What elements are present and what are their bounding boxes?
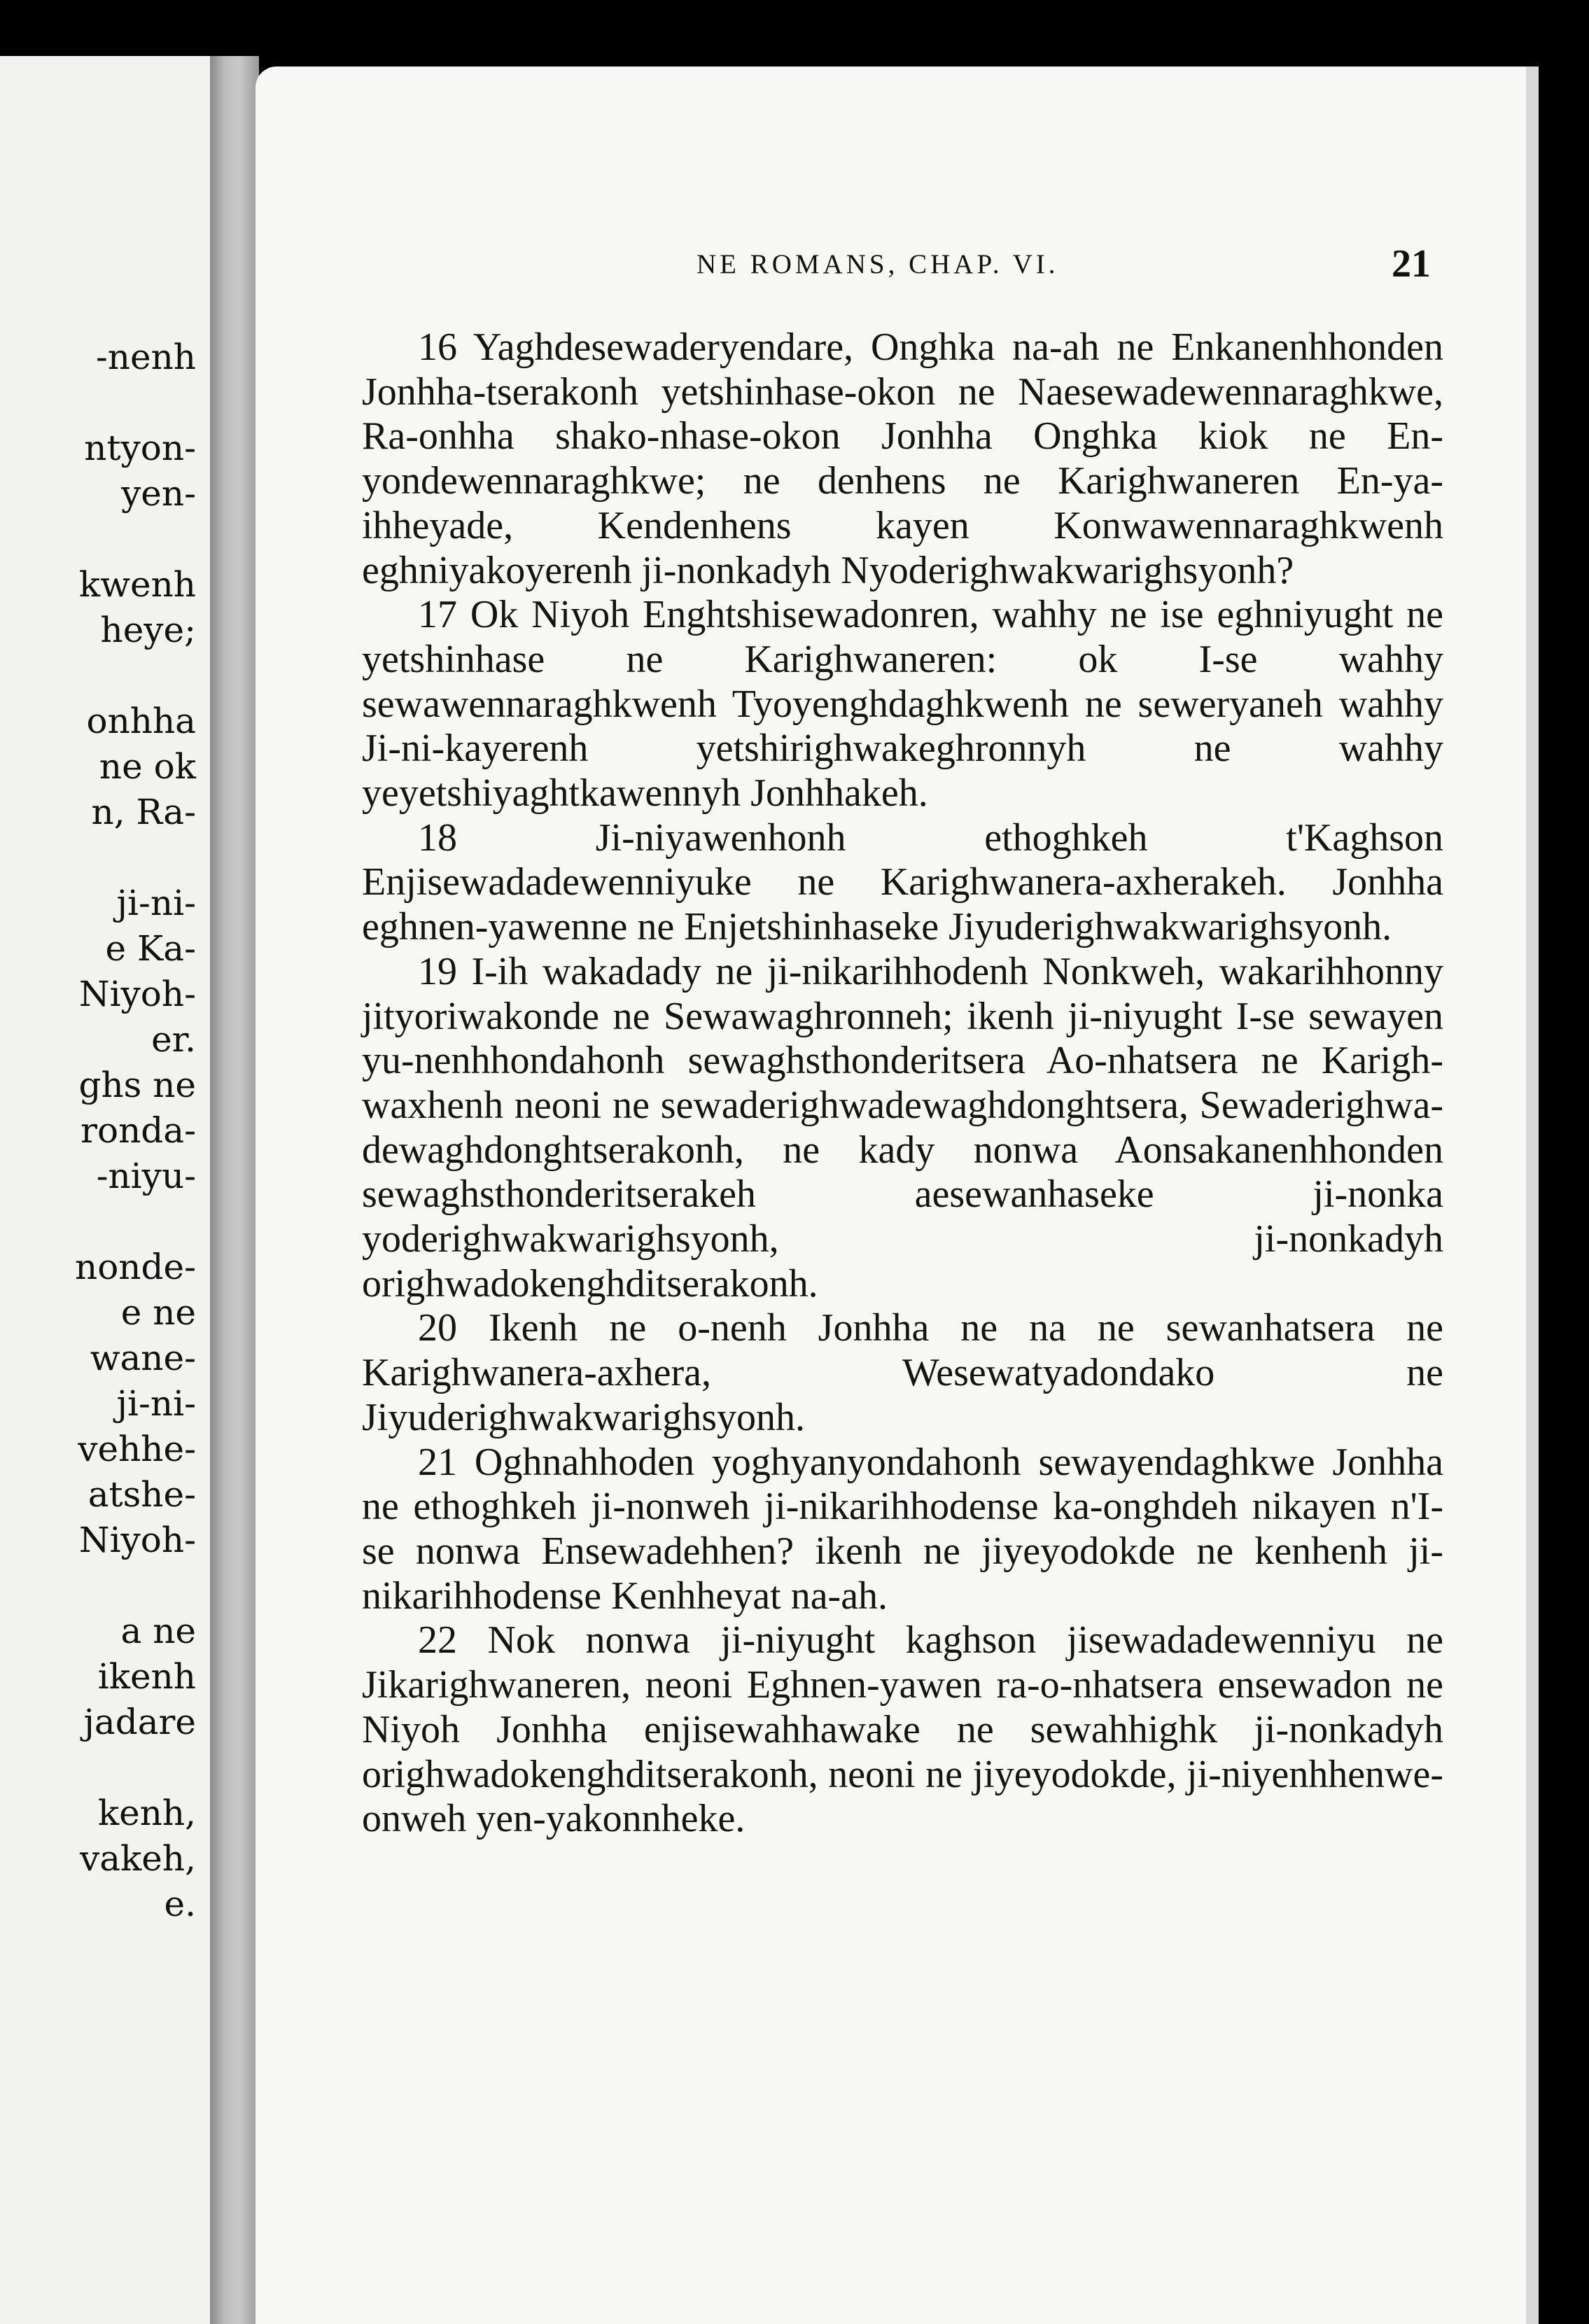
facing-page-line-fragment: ji-ni- [116,883,196,923]
facing-page-line-fragment: vakeh, [79,1838,196,1879]
facing-page-line-fragment: nonde- [75,1247,196,1287]
verse-paragraph [362,950,1443,1307]
facing-page-line-fragment: e ne [120,1292,196,1333]
facing-page-line-fragment: ntyon- [84,428,196,468]
facing-page-line-fragment: kwenh [78,564,196,605]
verse-paragraph [362,1306,1443,1440]
facing-page-line-fragment: a ne [120,1611,196,1651]
facing-page-line-fragment: er. [151,1019,196,1060]
verse-number: 17 [418,593,457,637]
facing-page-line-fragment: yen- [121,473,196,514]
facing-page-line-fragment: e. [164,1884,196,1924]
verse-number: 19 [418,949,457,993]
verse-number: 16 [418,326,457,369]
verse-paragraph [362,593,1443,816]
facing-page-line-fragment: ikenh [97,1656,196,1697]
facing-page-line-fragment: ronda- [80,1110,196,1151]
verse-text: Ji-niyawenhonh ethoghkeh t'Kaghson Enjisewadadewenniyuke ne Karighwanera-axherakeh. Jonhha eghnen-yawenne ne Enjetshinhaseke Jiyuderighwakwarighsyonh. [362,816,1444,949]
verse-text: Ok Niyoh Enghtshisewadonren, wahhy ne ise eghniyught ne yetshinhase ne Karighwaneren: ok I-se wahhy sewawennaraghkwenh Tyoyenghdaghkwenh ne seweryaneh wahhy Ji-ni-kayerenh yetshirighwakeghronnyh ne wahhy yeyetshiyaghtkawennyh Jonhhakeh. [362,593,1444,816]
verse-text: I-ih wakadady ne ji-nikarihhodenh Nonkweh, wakarihhonny jityoriwakonde ne Sewawaghronneh; ikenh ji-niyught I-se sewayen yu-nenhhondahonh sewaghsthonderitsera Ao-nhatsera ne Karigh-waxhenh neoni ne sewaderighwadewaghdonghtsera, Sewaderighwa-dewaghdonghtserakonh, ne kady nonwa Aonsakanenhhonden sewaghsthonderitserakeh aesewanhaseke ji-nonka yoderighwakwarighsyonh, ji-nonkadyh orighwadokenghditserakonh. [362,949,1444,1306]
verse-number: 20 [418,1306,457,1350]
verse-paragraph [362,1618,1443,1842]
facing-page-line-fragment: -nenh [95,337,196,377]
verse-paragraph [362,816,1443,950]
facing-page-line-fragment: e Ka- [105,928,196,969]
verse-text: Nok nonwa ji-niyught kaghson jisewadadewenniyu ne Jikarighwaneren, neoni Eghnen-yawen ra-o-nhatsera ensewadon ne Niyoh Jonhha enjisewahhawake ne sewahhighk ji-nonkadyh orighwadokenghditserakonh, neoni ne jiyeyodokde, ji-niyenhhenwe-onweh yen-yakonnheke. [362,1618,1443,1841]
facing-page-line-fragment: ghs ne [78,1065,196,1105]
facing-page-line-fragment: heye; [100,610,196,650]
verse-number: 18 [418,816,457,860]
page-edge [1526,66,1539,2324]
facing-page-line-fragment: atshe- [88,1474,196,1515]
verse-paragraph [362,1441,1443,1619]
running-head: NE ROMANS, CHAP. VI. [696,249,1059,279]
facing-page-line-fragment: ne ok [99,746,196,787]
verse-text-block [362,326,1443,1842]
verse-text: Ikenh ne o-nenh Jonhha ne na ne sewanhatsera ne Karighwanera-axhera, Wesewatyadondako ne Jiyuderighwakwarighsyonh. [362,1306,1443,1439]
facing-page-line-fragment: Niyoh- [78,974,196,1014]
verse-text: Oghnahhoden yoghyanyondahonh sewayendaghkwe Jonhha ne ethoghkeh ji-nonweh ji-nikarihhodense ka-onghdeh nikayen n'I-se nonwa Ensewadehhen? ikenh ne jiyeyodokde ne kenhenh ji-nikarihhodense Kenhheyat na-ah. [362,1440,1444,1618]
facing-page-line-fragment: ji-ni- [116,1383,196,1424]
facing-page-left [0,56,210,2324]
facing-page-line-fragment: n, Ra- [91,792,196,832]
facing-page-line-fragment: vehhe- [78,1429,196,1469]
book-gutter [210,56,259,2324]
verse-number: 22 [418,1618,457,1662]
facing-page-line-fragment: -niyu- [96,1156,196,1196]
facing-page-line-fragment: Niyoh- [78,1520,196,1560]
verse-paragraph [362,326,1443,593]
page-number: 21 [1392,242,1431,286]
verse-text: Yaghdesewaderyendare, Onghka na-ah ne Enkanenhhonden Jonhha-tserakonh yetshinhase-okon ne Naesewadewennaraghkwe, Ra-onhha shako-nhase-okon Jonhha Onghka kiok ne En-yondewennaraghkwe; ne denhens ne Karighwaneren En-ya-ihheyade, Kendenhens kayen Konwawennaraghkwenh eghniyakoyerenh ji-nonkadyh Nyoderighwakwarighsyonh? [362,326,1444,592]
verse-number: 21 [418,1440,457,1484]
facing-page-line-fragment: kenh, [97,1793,196,1833]
facing-page-line-fragment: onhha [86,701,196,741]
facing-page-line-fragment: jadare [83,1702,196,1742]
facing-page-line-fragment: wane- [90,1338,196,1378]
